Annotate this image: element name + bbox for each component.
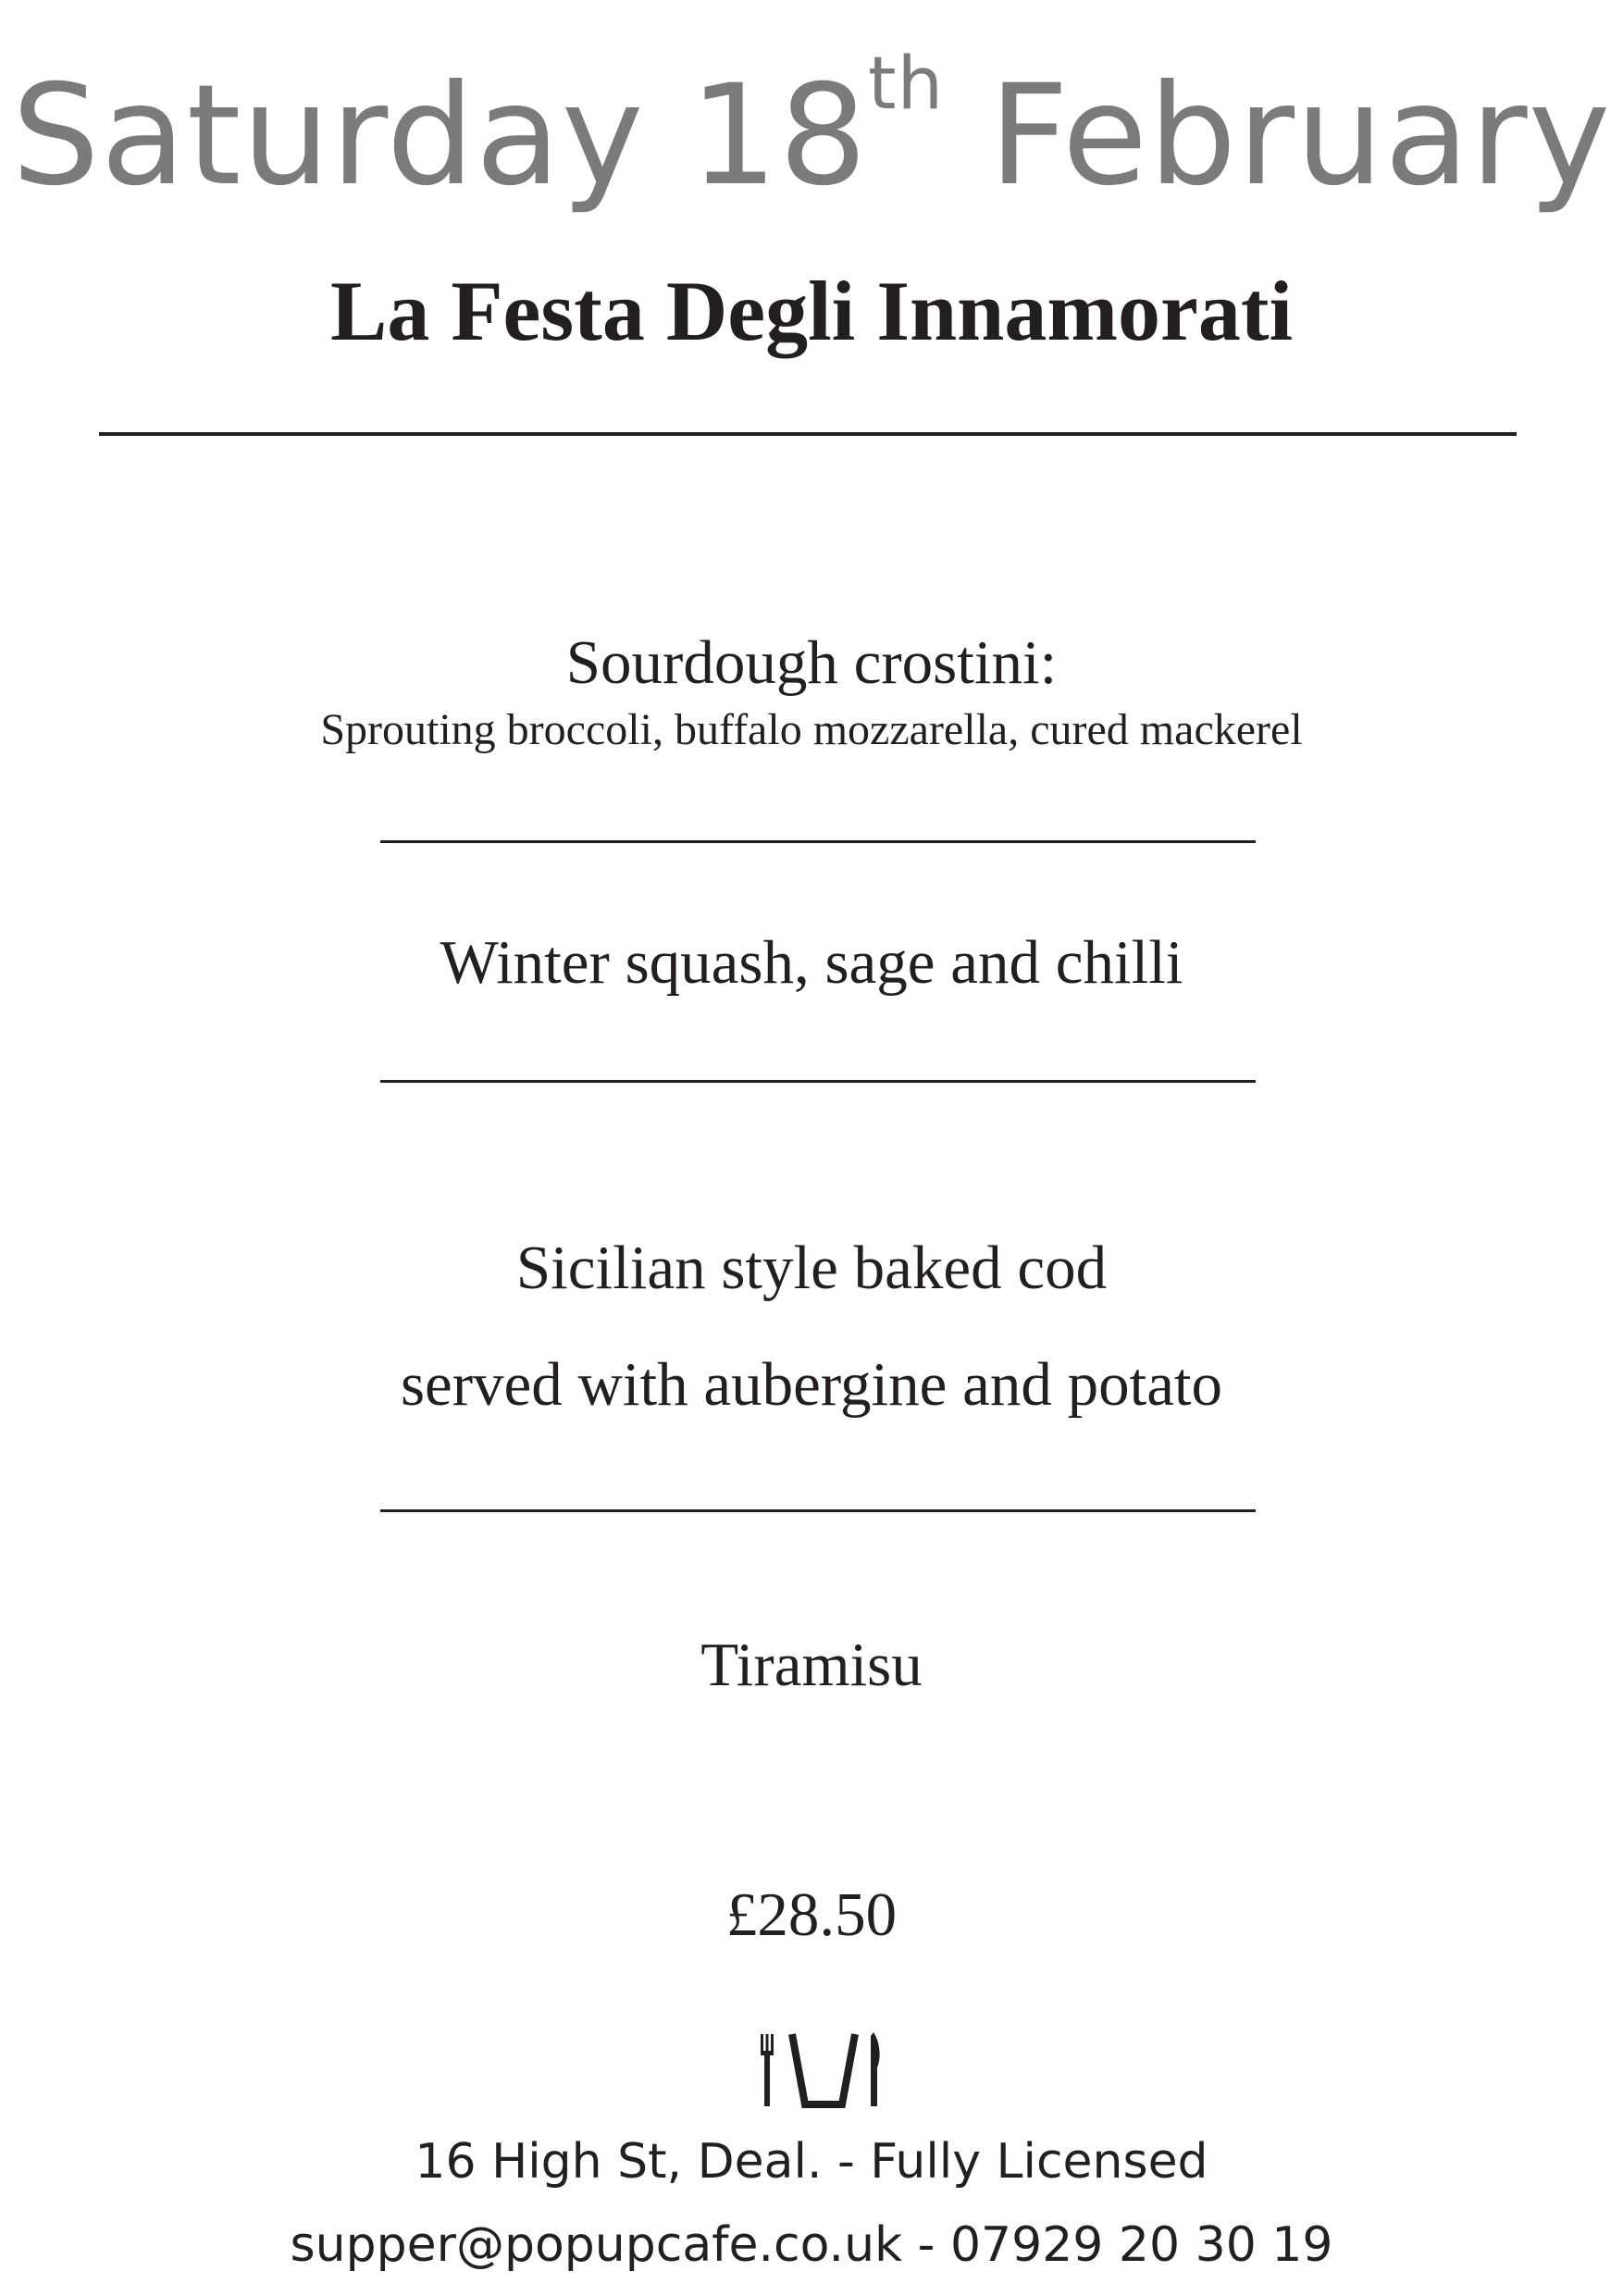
starter-detail: Sprouting broccoli, buffalo mozzarella, cured mackerel (320, 705, 1303, 754)
date-day: Saturday 18 (11, 56, 869, 217)
course-divider-1 (380, 840, 1256, 843)
date-ordinal-suffix: th (868, 43, 945, 126)
header-divider (99, 432, 1517, 436)
course-divider-3 (380, 1509, 1256, 1512)
footer-contact: supper@popupcafe.co.uk - 07929 20 30 19 (290, 2217, 1333, 2273)
menu-price: £28.50 (725, 1880, 898, 1949)
main-course-line-1: Sicilian style baked cod (515, 1234, 1108, 1302)
dessert-course: Tiramisu (700, 1631, 923, 1699)
pasta-course: Winter squash, sage and chilli (440, 928, 1183, 997)
date-month: February (988, 56, 1612, 217)
main-course-line-2: served with aubergine and potato (400, 1350, 1223, 1419)
event-title: La Festa Degli Innamorati (329, 264, 1294, 358)
starter-title: Sourdough crostini: (565, 628, 1058, 697)
cutlery-bowl-logo-icon (759, 2027, 888, 2110)
footer-address: 16 High St, Deal. - Fully Licensed (415, 2134, 1208, 2190)
event-date-heading (0, 43, 1623, 217)
course-divider-2 (380, 1080, 1256, 1083)
